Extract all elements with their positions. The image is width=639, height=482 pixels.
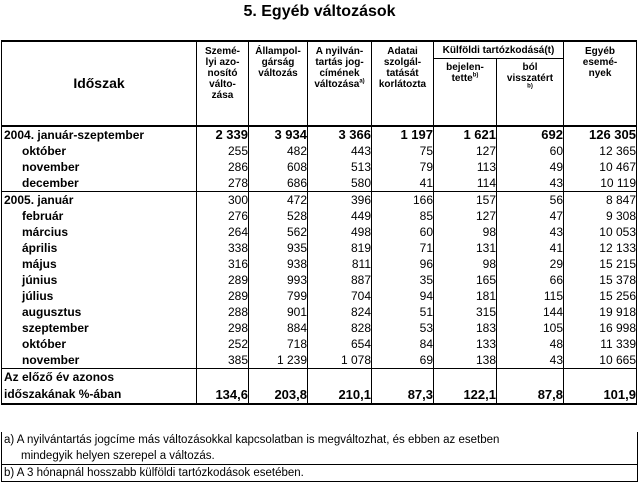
table-title: 5. Egyéb változások <box>243 3 396 20</box>
cell-value: 127 <box>434 208 497 224</box>
cell-value: 35 <box>372 272 434 288</box>
cell-value: 15 215 <box>564 256 637 272</box>
cell-value: 60 <box>372 224 434 240</box>
cell-value: 286 <box>197 159 249 175</box>
table-row <box>2 352 637 369</box>
cell-value: 114 <box>434 175 497 192</box>
row-label: november <box>2 159 197 175</box>
cell-value: 9 308 <box>564 208 637 224</box>
row-label: 2005. január <box>2 192 197 209</box>
cell-value: 288 <box>197 304 249 320</box>
row-label: október <box>2 143 197 159</box>
header-line: bejelen- <box>446 62 484 73</box>
header-line: címének <box>319 68 360 79</box>
pct-row-line2 <box>2 386 637 404</box>
cell-value: 51 <box>372 304 434 320</box>
header-line: nyek <box>588 68 612 79</box>
cell-value: 289 <box>197 288 249 304</box>
pct-row-line1 <box>2 369 637 387</box>
table-body <box>2 126 637 404</box>
cell-value: 887 <box>308 272 372 288</box>
row-label: április <box>2 240 197 256</box>
header-line: nosító <box>207 68 238 79</box>
row-label: szeptember <box>2 320 197 336</box>
cell-value: 133 <box>434 336 497 352</box>
cell-value: 1 239 <box>249 352 308 369</box>
cell-value: 513 <box>308 159 372 175</box>
table-row <box>2 175 637 192</box>
cell-value: 686 <box>249 175 308 192</box>
pct-empty-cell <box>372 369 434 387</box>
cell-value: 298 <box>197 320 249 336</box>
footnote-marker: b) <box>472 72 479 79</box>
cell-value: 115 <box>497 288 564 304</box>
cell-value: 654 <box>308 336 372 352</box>
pct-row-label1: Az előző év azonos <box>2 369 197 387</box>
cell-value: 1 197 <box>372 126 434 143</box>
pct-empty-cell <box>197 369 249 387</box>
cell-value: 315 <box>434 304 497 320</box>
row-label: 2004. január-szeptember <box>2 126 197 143</box>
footnote-a-line1: a) A nyilvántartás jogcíme más változásokkal kapcsolatban is megváltozhat, és ebben az esetben <box>4 434 500 446</box>
cell-value: 10 467 <box>564 159 637 175</box>
cell-value: 43 <box>497 352 564 369</box>
cell-value: 113 <box>434 159 497 175</box>
cell-value: 75 <box>372 143 434 159</box>
cell-value: 85 <box>372 208 434 224</box>
header-line: esemé- <box>582 57 618 68</box>
cell-value: 41 <box>497 240 564 256</box>
cell-value: 16 998 <box>564 320 637 336</box>
cell-value: 48 <box>497 336 564 352</box>
cell-value: 29 <box>497 256 564 272</box>
cell-value: 98 <box>434 256 497 272</box>
table-row <box>2 320 637 336</box>
table-row <box>2 208 637 224</box>
table-row <box>2 159 637 175</box>
cell-value: 316 <box>197 256 249 272</box>
cell-value: 608 <box>249 159 308 175</box>
header-line: változása <box>314 79 360 90</box>
cell-value: 562 <box>249 224 308 240</box>
header-line: tartás jog- <box>315 57 364 68</box>
cell-value: 181 <box>434 288 497 304</box>
cell-value: 10 665 <box>564 352 637 369</box>
table-row <box>2 224 637 240</box>
cell-value: 41 <box>372 175 434 192</box>
cell-value: 2 339 <box>197 126 249 143</box>
footnote-marker: a) <box>359 78 365 85</box>
header-returned-from-abroad <box>497 59 564 127</box>
data-table <box>1 40 637 405</box>
cell-value: 10 053 <box>564 224 637 240</box>
pct-value: 134,6 <box>197 386 249 404</box>
cell-value: 47 <box>497 208 564 224</box>
row-label: június <box>2 272 197 288</box>
cell-value: 165 <box>434 272 497 288</box>
cell-value: 84 <box>372 336 434 352</box>
cell-value: 264 <box>197 224 249 240</box>
header-line: tette <box>451 73 473 84</box>
cell-value: 69 <box>372 352 434 369</box>
header-line: zása <box>211 90 234 101</box>
pct-row-label2: időszakának %-ában <box>2 386 197 404</box>
cell-value: 300 <box>197 192 249 209</box>
cell-value: 43 <box>497 175 564 192</box>
cell-value: 56 <box>497 192 564 209</box>
cell-value: 278 <box>197 175 249 192</box>
header-line: tatását <box>386 68 419 79</box>
table-row <box>2 288 637 304</box>
header-line: változás <box>258 68 298 79</box>
cell-value: 126 305 <box>564 126 637 143</box>
pct-empty-cell <box>308 369 372 387</box>
cell-value: 19 918 <box>564 304 637 320</box>
header-line: szolgál- <box>383 57 422 68</box>
table-row <box>2 126 637 143</box>
pct-value: 203,8 <box>249 386 308 404</box>
table-row <box>2 336 637 352</box>
row-label: május <box>2 256 197 272</box>
header-line: Szemé- <box>204 46 240 57</box>
cell-value: 15 378 <box>564 272 637 288</box>
header-citizenship-change <box>249 41 308 126</box>
cell-value: 828 <box>308 320 372 336</box>
cell-value: 704 <box>308 288 372 304</box>
pct-value: 87,3 <box>372 386 434 404</box>
footnote-b: b) A 3 hónapnál hosszabb külföldi tartózkodások esetében. <box>2 465 637 482</box>
footnote-a-line2: mindegyik helyen szerepel a változás. <box>21 450 215 462</box>
cell-value: 482 <box>249 143 308 159</box>
cell-value: 3 934 <box>249 126 308 143</box>
table-row <box>2 256 637 272</box>
cell-value: 938 <box>249 256 308 272</box>
table-row <box>2 272 637 288</box>
table-row <box>2 240 637 256</box>
cell-value: 3 366 <box>308 126 372 143</box>
cell-value: 12 133 <box>564 240 637 256</box>
cell-value: 289 <box>197 272 249 288</box>
table-row <box>2 304 637 320</box>
cell-value: 692 <box>497 126 564 143</box>
cell-value: 131 <box>434 240 497 256</box>
cell-value: 449 <box>308 208 372 224</box>
cell-value: 498 <box>308 224 372 240</box>
cell-value: 472 <box>249 192 308 209</box>
row-label: október <box>2 336 197 352</box>
row-label: augusztus <box>2 304 197 320</box>
row-label: december <box>2 175 197 192</box>
cell-value: 443 <box>308 143 372 159</box>
cell-value: 580 <box>308 175 372 192</box>
row-label: március <box>2 224 197 240</box>
pct-value: 87,8 <box>497 386 564 404</box>
cell-value: 901 <box>249 304 308 320</box>
cell-value: 396 <box>308 192 372 209</box>
table-header <box>2 41 637 126</box>
header-line: gárság <box>261 57 295 68</box>
header-reported-abroad <box>434 59 497 127</box>
cell-value: 157 <box>434 192 497 209</box>
cell-value: 811 <box>308 256 372 272</box>
cell-value: 79 <box>372 159 434 175</box>
cell-value: 105 <box>497 320 564 336</box>
cell-value: 144 <box>497 304 564 320</box>
cell-value: 528 <box>249 208 308 224</box>
table-row <box>2 192 637 209</box>
header-line: korlátozta <box>378 79 427 90</box>
pct-empty-cell <box>249 369 308 387</box>
row-label: július <box>2 288 197 304</box>
header-line: válto- <box>209 79 236 90</box>
cell-value: 71 <box>372 240 434 256</box>
pct-empty-cell <box>564 369 637 387</box>
cell-value: 935 <box>249 240 308 256</box>
cell-value: 43 <box>497 224 564 240</box>
header-line: Egyéb <box>584 46 615 57</box>
cell-value: 819 <box>308 240 372 256</box>
header-line: A nyilván- <box>315 46 364 57</box>
cell-value: 98 <box>434 224 497 240</box>
row-label: február <box>2 208 197 224</box>
footnotes <box>1 432 638 482</box>
pct-value: 101,9 <box>564 386 637 404</box>
period-header: Időszak <box>2 41 197 126</box>
cell-value: 799 <box>249 288 308 304</box>
cell-value: 993 <box>249 272 308 288</box>
cell-value: 255 <box>197 143 249 159</box>
cell-value: 15 256 <box>564 288 637 304</box>
row-label: november <box>2 352 197 369</box>
pct-empty-cell <box>434 369 497 387</box>
header-line: Állampol- <box>255 46 301 57</box>
cell-value: 11 339 <box>564 336 637 352</box>
cell-value: 166 <box>372 192 434 209</box>
cell-value: 12 365 <box>564 143 637 159</box>
cell-value: 1 078 <box>308 352 372 369</box>
cell-value: 1 621 <box>434 126 497 143</box>
cell-value: 183 <box>434 320 497 336</box>
header-line: visszatért <box>506 73 554 84</box>
cell-value: 60 <box>497 143 564 159</box>
cell-value: 276 <box>197 208 249 224</box>
cell-value: 127 <box>434 143 497 159</box>
cell-value: 138 <box>434 352 497 369</box>
cell-value: 338 <box>197 240 249 256</box>
cell-value: 718 <box>249 336 308 352</box>
footnote-marker: b) <box>527 83 533 90</box>
header-line: ból <box>522 62 538 73</box>
cell-value: 385 <box>197 352 249 369</box>
cell-value: 53 <box>372 320 434 336</box>
header-data-restriction <box>372 41 434 126</box>
pct-value: 210,1 <box>308 386 372 404</box>
header-personal-id-change <box>197 41 249 126</box>
pct-empty-cell <box>497 369 564 387</box>
pct-value: 122,1 <box>434 386 497 404</box>
header-line: Adatai <box>387 46 418 57</box>
header-registration-title-change <box>308 41 372 126</box>
cell-value: 49 <box>497 159 564 175</box>
cell-value: 8 847 <box>564 192 637 209</box>
header-other-events <box>564 41 637 126</box>
header-abroad-group: Külföldi tartózkodásá(t) <box>434 41 564 59</box>
cell-value: 252 <box>197 336 249 352</box>
table-row <box>2 143 637 159</box>
cell-value: 96 <box>372 256 434 272</box>
footnote-a <box>2 432 637 465</box>
header-line: lyi azo- <box>205 57 240 68</box>
cell-value: 66 <box>497 272 564 288</box>
cell-value: 94 <box>372 288 434 304</box>
cell-value: 884 <box>249 320 308 336</box>
cell-value: 10 119 <box>564 175 637 192</box>
cell-value: 824 <box>308 304 372 320</box>
